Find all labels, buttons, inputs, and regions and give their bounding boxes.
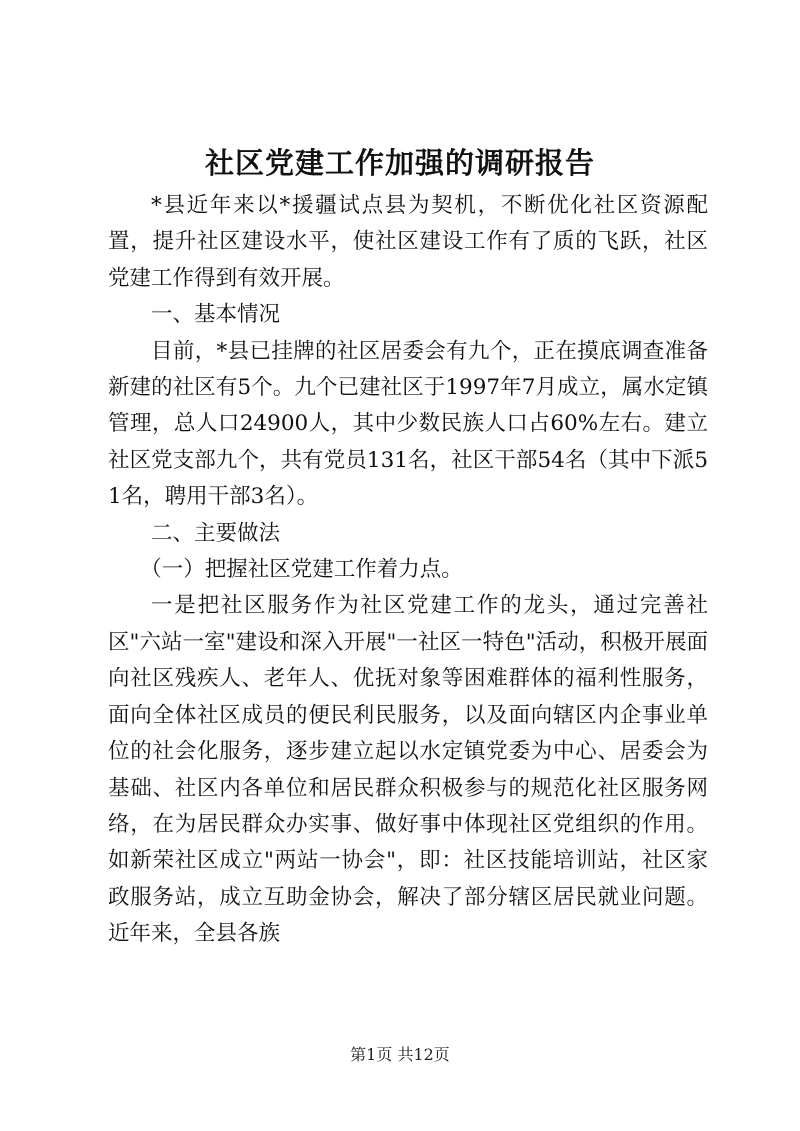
- intro-paragraph: *县近年来以*援疆试点县为契机，不断优化社区资源配置，提升社区建设水平，使社区建设工作有了质的飞跃，社区党建工作得到有效开展。: [108, 193, 708, 291]
- page-number-footer: 第1页 共12页: [350, 1045, 450, 1064]
- practice-paragraph: 一是把社区服务作为社区党建工作的龙头，通过完善社区"六站一室"建设和深入开展"一社区一特色"活动，积极开展面向社区残疾人、老年人、优抚对象等困难群体的福利性服务，面向全体社区成员的便民利民服务，以及面向辖区内企事业单位的社会化服务，逐步建立起以水定镇党委为中心、居委会为基础、社区内各单位和居民群众积极参与的规范化社区服务网络，在为居民群众办实事、做好事中体现社区党组织的作用。如新荣社区成立"两站一协会"，即：社区技能培训站，社区家政服务站，成立互助金协会，解决了部分辖区居民就业问题。近年来，全县各族: [108, 593, 708, 947]
- document-body: [108, 188, 708, 953]
- document-title: 社区党建工作加强的调研报告: [204, 146, 595, 180]
- basic-situation-paragraph: 目前，*县已挂牌的社区居委会有九个，正在摸底调查准备新建的社区有5个。九个已建社区于1997年7月成立，属水定镇管理，总人口24900人，其中少数民族人口占60%左右。建立社区党支部九个，共有党员131名，社区干部54名（其中下派51名，聘用干部3名）。: [108, 338, 708, 510]
- section-heading-main-practices: 二、主要做法: [151, 520, 281, 546]
- subsection-heading-focus-point: （一）把握社区党建工作着力点。: [140, 557, 463, 583]
- section-heading-basic-situation: 一、基本情况: [151, 302, 281, 328]
